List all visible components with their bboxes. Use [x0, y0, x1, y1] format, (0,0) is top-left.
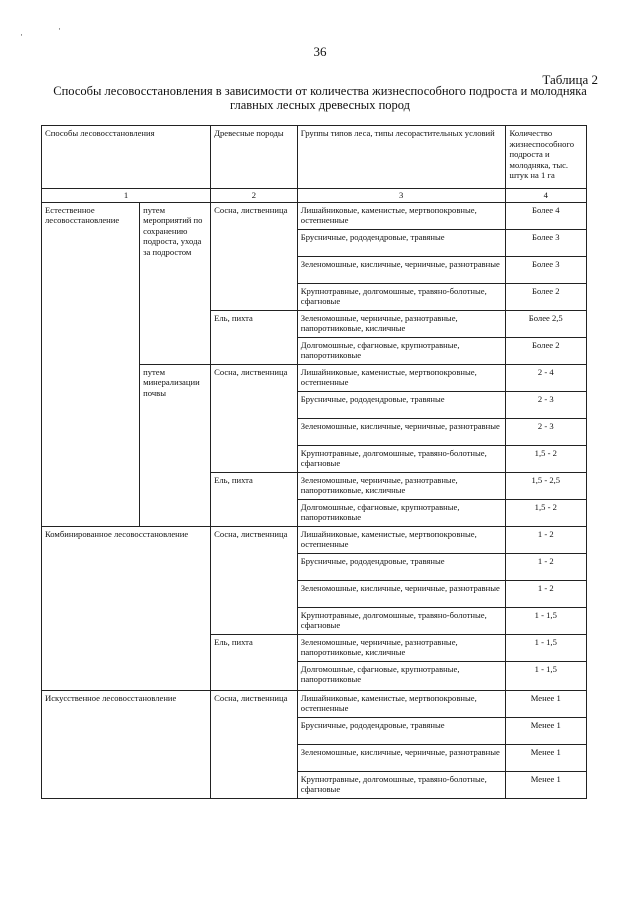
value-cell: 1,5 - 2 — [505, 499, 586, 526]
column-number: 4 — [505, 189, 586, 203]
condition-cell: Зеленомошные, кисличные, черничные, разнотравные — [297, 256, 505, 283]
column-number: 3 — [297, 189, 505, 203]
value-cell: 2 - 3 — [505, 391, 586, 418]
value-cell: 1 - 2 — [505, 580, 586, 607]
table-label: Таблица 2 — [542, 72, 598, 87]
column-numbers-row — [42, 189, 587, 203]
condition-cell: Лишайниковые, каменистые, мертвопокровные, остепненные — [297, 202, 505, 229]
condition-cell: Крупнотравные, долгомошные, травяно-болотные, сфагновые — [297, 445, 505, 472]
condition-cell: Долгомошные, сфагновые, крупнотравные, папоротниковые — [297, 499, 505, 526]
condition-cell: Брусничные, рододендровые, травяные — [297, 717, 505, 744]
species-pine-larch: Сосна, лиственница — [211, 690, 298, 798]
column-number: 1 — [42, 189, 211, 203]
table-title — [40, 84, 600, 112]
value-cell: Более 4 — [505, 202, 586, 229]
condition-cell: Долгомошные, сфагновые, крупнотравные, папоротниковые — [297, 661, 505, 690]
value-cell: Менее 1 — [505, 771, 586, 798]
condition-cell: Зеленомошные, кисличные, черничные, разнотравные — [297, 744, 505, 771]
value-cell: Более 3 — [505, 229, 586, 256]
value-cell: Менее 1 — [505, 717, 586, 744]
condition-cell: Брусничные, рододендровые, травяные — [297, 553, 505, 580]
value-cell: Менее 1 — [505, 744, 586, 771]
table-header-row — [42, 126, 587, 189]
value-cell: 1 - 2 — [505, 553, 586, 580]
page-number: 36 — [313, 44, 327, 59]
header-forest-types: Группы типов леса, типы лесорастительных условий — [297, 126, 505, 189]
header-methods: Способы лесовосстановления — [42, 126, 211, 189]
condition-cell: Крупнотравные, долгомошные, травяно-болотные, сфагновые — [297, 607, 505, 634]
header-species: Древесные породы — [211, 126, 298, 189]
condition-cell: Крупнотравные, долгомошные, травяно-болотные, сфагновые — [297, 771, 505, 798]
table-title-line: Способы лесовосстановления в зависимости от количества жизнеспособного подроста и молодняка — [53, 84, 587, 98]
condition-cell: Брусничные, рододендровые, травяные — [297, 229, 505, 256]
method-artificial: Искусственное лесовосстановление — [42, 690, 211, 798]
condition-cell: Зеленомошные, кисличные, черничные, разнотравные — [297, 418, 505, 445]
species-spruce-fir: Ель, пихта — [211, 634, 298, 690]
scan-mark: · — [58, 24, 61, 34]
value-cell: 1,5 - 2 — [505, 445, 586, 472]
species-spruce-fir: Ель, пихта — [211, 472, 298, 526]
value-cell: 1 - 1,5 — [505, 607, 586, 634]
condition-cell: Брусничные, рододендровые, травяные — [297, 391, 505, 418]
column-number: 2 — [211, 189, 298, 203]
condition-cell: Зеленомошные, черничные, разнотравные, папоротниковые, кисличные — [297, 310, 505, 337]
table-row — [42, 690, 587, 717]
condition-cell: Зеленомошные, кисличные, черничные, разнотравные — [297, 580, 505, 607]
value-cell: Более 3 — [505, 256, 586, 283]
table-title-line: главных лесных древесных пород — [229, 98, 411, 112]
condition-cell: Зеленомошные, черничные, разнотравные, папоротниковые, кисличные — [297, 634, 505, 661]
value-cell: Более 2,5 — [505, 310, 586, 337]
condition-cell: Лишайниковые, каменистые, мертвопокровные, остепненные — [297, 364, 505, 391]
table-row — [42, 202, 587, 229]
condition-cell: Крупнотравные, долгомошные, травяно-болотные, сфагновые — [297, 283, 505, 310]
species-pine-larch: Сосна, лиственница — [211, 526, 298, 634]
value-cell: Менее 1 — [505, 690, 586, 717]
species-spruce-fir: Ель, пихта — [211, 310, 298, 364]
submethod-preservation: путем мероприятий по сохранению подроста, ухода за подростом — [140, 202, 211, 364]
value-cell: 1 - 1,5 — [505, 661, 586, 690]
condition-cell: Лишайниковые, каменистые, мертвопокровные, остепненные — [297, 690, 505, 717]
species-pine-larch: Сосна, лиственница — [211, 364, 298, 472]
value-cell: 2 - 3 — [505, 418, 586, 445]
condition-cell: Долгомошные, сфагновые, крупнотравные, папоротниковые — [297, 337, 505, 364]
submethod-mineralization: путем минерализации почвы — [140, 364, 211, 526]
table-row — [42, 526, 587, 553]
value-cell: 2 - 4 — [505, 364, 586, 391]
scan-mark: · — [20, 30, 23, 40]
method-combined: Комбинированное лесовосстановление — [42, 526, 211, 690]
method-natural: Естественное лесовосстановление — [42, 202, 140, 526]
value-cell: Более 2 — [505, 337, 586, 364]
value-cell: 1 - 1,5 — [505, 634, 586, 661]
value-cell: Более 2 — [505, 283, 586, 310]
value-cell: 1 - 2 — [505, 526, 586, 553]
header-quantity: Количество жизнеспособного подроста и молодняка, тыс. штук на 1 га — [505, 126, 586, 189]
condition-cell: Лишайниковые, каменистые, мертвопокровные, остепненные — [297, 526, 505, 553]
value-cell: 1,5 - 2,5 — [505, 472, 586, 499]
condition-cell: Зеленомошные, черничные, разнотравные, папоротниковые, кисличные — [297, 472, 505, 499]
reforestation-table — [41, 125, 587, 799]
species-pine-larch: Сосна, лиственница — [211, 202, 298, 310]
